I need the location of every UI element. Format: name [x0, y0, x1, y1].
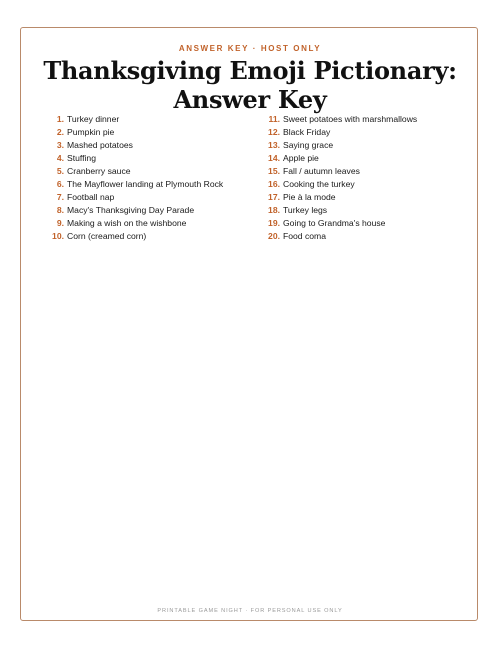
answer-number: 20.	[268, 231, 280, 241]
answer-item	[262, 204, 472, 217]
answer-number: 13.	[268, 140, 280, 150]
answer-item	[46, 165, 251, 178]
answer-number: 4.	[56, 153, 64, 163]
answer-number: 18.	[268, 205, 280, 215]
answer-item	[262, 165, 472, 178]
answer-text: Turkey dinner	[67, 114, 120, 124]
answer-text: Cranberry sauce	[67, 166, 131, 176]
answer-text: Football nap	[67, 192, 115, 202]
answer-item	[262, 178, 472, 191]
answer-number: 8.	[56, 205, 64, 215]
answer-item	[262, 191, 472, 204]
answer-text: Stuffing	[67, 153, 96, 163]
answer-text: The Mayflower landing at Plymouth Rock	[67, 179, 224, 189]
title-line-2: Answer Key	[173, 85, 327, 114]
answer-key-kicker: ANSWER KEY · HOST ONLY	[178, 44, 322, 53]
answer-number: 19.	[268, 218, 280, 228]
answer-text: Turkey legs	[283, 205, 328, 215]
answer-item	[46, 113, 251, 126]
answer-text: Corn (creamed corn)	[67, 231, 147, 241]
answer-text: Sweet potatoes with marshmallows	[283, 114, 418, 124]
answer-number: 9.	[56, 218, 64, 228]
answer-item	[46, 139, 251, 152]
answer-text: Apple pie	[283, 153, 319, 163]
answer-item	[262, 152, 472, 165]
answer-number: 2.	[56, 127, 64, 137]
answer-text: Black Friday	[283, 127, 331, 137]
answer-number: 3.	[56, 140, 64, 150]
answer-number: 15.	[268, 166, 280, 176]
answer-item	[46, 178, 251, 191]
answer-number: 5.	[56, 166, 64, 176]
answer-text: Going to Grandma's house	[283, 218, 386, 228]
answer-text: Food coma	[283, 231, 326, 241]
answer-number: 12.	[268, 127, 280, 137]
answer-item	[262, 113, 472, 126]
answer-number: 6.	[56, 179, 64, 189]
answer-item	[46, 126, 251, 139]
answer-list-left	[46, 113, 251, 243]
answer-text: Pie à la mode	[283, 192, 336, 202]
answer-item	[262, 126, 472, 139]
answer-number: 16.	[268, 179, 280, 189]
answer-number: 14.	[268, 153, 280, 163]
answer-item	[46, 217, 251, 230]
answer-text: Fall / autumn leaves	[283, 166, 360, 176]
page-title	[0, 56, 500, 114]
answer-text: Macy's Thanksgiving Day Parade	[67, 205, 195, 215]
answer-number: 1.	[56, 114, 64, 124]
answer-number: 7.	[56, 192, 64, 202]
answer-number: 17.	[268, 192, 280, 202]
answer-text: Cooking the turkey	[283, 179, 355, 189]
answer-item	[262, 217, 472, 230]
answer-item	[46, 230, 251, 243]
answer-number: 10.	[52, 231, 64, 241]
answer-text: Making a wish on the wishbone	[67, 218, 187, 228]
answer-item	[262, 139, 472, 152]
answer-text: Saying grace	[283, 140, 334, 150]
page-footer: PRINTABLE GAME NIGHT · FOR PERSONAL USE ONLY	[157, 608, 343, 614]
answer-text: Mashed potatoes	[67, 140, 133, 150]
answer-item	[46, 152, 251, 165]
answer-number: 11.	[268, 114, 280, 124]
title-line-1: Thanksgiving Emoji Pictionary:	[43, 56, 457, 85]
answer-text: Pumpkin pie	[67, 127, 115, 137]
answer-item	[46, 191, 251, 204]
answer-item	[46, 204, 251, 217]
answer-item	[262, 230, 472, 243]
answer-list-right	[262, 113, 472, 243]
